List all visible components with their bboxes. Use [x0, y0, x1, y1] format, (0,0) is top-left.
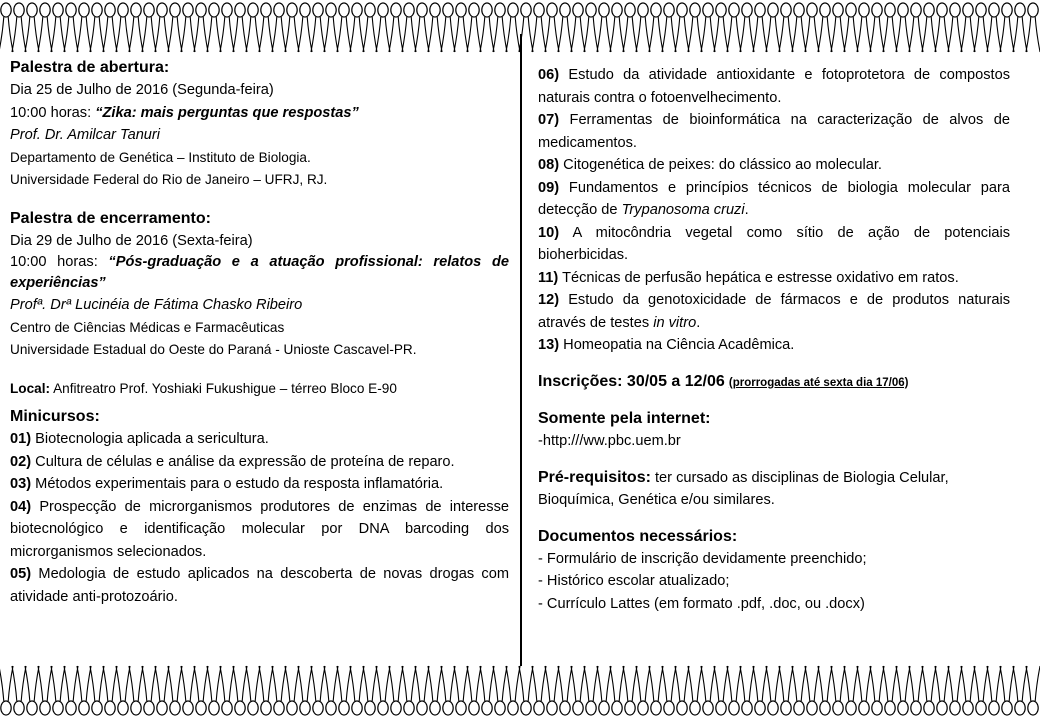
lipid-molecule — [155, 666, 169, 715]
lipid-molecule — [1013, 666, 1027, 715]
closing-date: Dia 29 de Julho de 2016 (Sexta-feira) — [10, 232, 253, 249]
lipid-molecule — [428, 666, 442, 715]
lipid-molecule — [129, 3, 143, 52]
right-column — [538, 64, 1010, 615]
column-divider — [520, 34, 522, 666]
list-item: - Formulário de inscrição devidamente preenchido; — [538, 550, 867, 567]
lipid-molecule — [233, 666, 247, 715]
lipid-molecule — [233, 3, 247, 52]
lipid-molecule — [597, 666, 611, 715]
item-italic: Trypanosoma cruzi — [621, 202, 745, 218]
prerequisites-label: Pré-requisitos: — [538, 468, 651, 486]
lipid-molecule — [493, 3, 507, 52]
list-item — [538, 222, 1010, 267]
lipid-molecule — [77, 3, 91, 52]
closing-time: 10:00 horas: — [10, 254, 98, 270]
list-item: - Histórico escolar atualizado; — [538, 573, 730, 589]
lipid-molecule — [1000, 666, 1014, 715]
list-item — [10, 428, 509, 451]
lipid-molecule — [532, 666, 546, 715]
item-number: 04) — [10, 498, 32, 515]
lipid-molecule — [974, 666, 988, 715]
item-text: Prospecção de microrganismos produtores de enzimas de interesse biotecnológico e identificação molecular por DNA barcoding dos microrganismos selecionados. — [10, 498, 509, 560]
lipid-molecule — [766, 3, 780, 52]
item-number: 03) — [10, 476, 32, 492]
lipid-molecule — [311, 3, 325, 52]
lipid-molecule — [701, 3, 715, 52]
lipid-molecule — [77, 666, 91, 715]
lipid-molecule — [298, 666, 312, 715]
lipid-molecule — [506, 666, 520, 715]
lipid-molecule — [51, 666, 65, 715]
lipid-molecule — [389, 666, 403, 715]
closing-title: “Pós-graduação e a atuação profissional: relatos de experiências” — [10, 254, 509, 291]
lipid-molecule — [415, 3, 429, 52]
lipid-molecule — [181, 666, 195, 715]
lipid-molecule — [584, 666, 598, 715]
list-item — [538, 109, 1010, 154]
opening-speaker: Prof. Dr. Amilcar Tanuri — [10, 127, 161, 143]
closing-center: Centro de Ciências Médicas e Farmacêuticas — [10, 319, 285, 335]
registration-line — [538, 371, 1010, 395]
lipid-molecule — [727, 3, 741, 52]
lipid-molecule — [441, 666, 455, 715]
lipid-molecule — [649, 666, 663, 715]
lipid-molecule — [155, 3, 169, 52]
lipid-molecule — [1013, 3, 1027, 52]
item-text: Biotecnologia aplicada a sericultura. — [35, 431, 269, 447]
lipid-molecule — [1026, 3, 1040, 52]
list-item — [538, 154, 1010, 177]
lipid-molecule — [116, 666, 130, 715]
lipid-molecule — [688, 3, 702, 52]
lipid-molecule — [766, 666, 780, 715]
lipid-molecule — [64, 666, 78, 715]
lipid-molecule — [441, 3, 455, 52]
item-text: Estudo da genotoxicidade de fármacos e de produtos naturais através de testes — [538, 292, 1011, 331]
item-number: 13) — [538, 337, 560, 353]
list-item — [10, 496, 509, 564]
lipid-molecule — [38, 3, 52, 52]
lipid-molecule — [584, 3, 598, 52]
lipid-molecule — [116, 3, 130, 52]
opening-time: 10:00 horas: — [10, 104, 92, 121]
closing-lecture — [10, 208, 509, 362]
item-number: 06) — [538, 67, 560, 83]
lipid-molecule — [935, 666, 949, 715]
lipid-molecule — [610, 3, 624, 52]
lipid-molecule — [818, 666, 832, 715]
item-tail: . — [696, 314, 701, 331]
lipid-molecule — [259, 666, 273, 715]
lipid-molecule — [909, 666, 923, 715]
lipid-molecule — [753, 666, 767, 715]
list-item — [538, 334, 1010, 357]
registration-url: -http:///ww.pbc.uem.br — [538, 433, 681, 449]
lipid-molecule — [597, 3, 611, 52]
lipid-molecule — [402, 666, 416, 715]
lipid-molecule — [90, 666, 104, 715]
lipid-molecule — [337, 3, 351, 52]
lipid-molecule — [0, 666, 13, 715]
lipid-molecule — [831, 3, 845, 52]
lipid-molecule — [454, 3, 468, 52]
lipid-molecule — [883, 666, 897, 715]
opening-department: Departamento de Genética – Instituto de Biologia. — [10, 149, 311, 165]
minicourse-list-right — [538, 64, 1010, 357]
internet-heading: Somente pela internet: — [538, 410, 711, 427]
lipid-molecule — [870, 3, 884, 52]
lipid-molecule — [727, 666, 741, 715]
lipid-molecule — [909, 3, 923, 52]
lipid-molecule — [623, 666, 637, 715]
lipid-molecule — [935, 3, 949, 52]
opening-time-line — [10, 102, 509, 125]
lipid-molecule — [805, 666, 819, 715]
lipid-molecule — [51, 3, 65, 52]
lipid-molecule — [571, 3, 585, 52]
list-item — [10, 473, 509, 496]
lipid-molecule — [259, 3, 273, 52]
lipid-molecule — [753, 3, 767, 52]
lipid-molecule — [519, 666, 533, 715]
lipid-molecule — [25, 666, 39, 715]
lipid-molecule — [389, 3, 403, 52]
lipid-molecule — [558, 666, 572, 715]
lipid-molecule — [662, 666, 676, 715]
list-item — [538, 177, 1010, 222]
lipid-molecule — [896, 666, 910, 715]
lipid-molecule — [480, 666, 494, 715]
lipid-molecule — [467, 3, 481, 52]
minicourse-list-left — [10, 428, 509, 608]
lipid-molecule — [623, 3, 637, 52]
lipid-molecule — [506, 3, 520, 52]
lipid-molecule — [298, 3, 312, 52]
lipid-molecule — [844, 666, 858, 715]
lipid-molecule — [142, 3, 156, 52]
lipid-molecule — [844, 3, 858, 52]
lipid-molecule — [571, 666, 585, 715]
lipid-molecule — [701, 666, 715, 715]
item-number: 12) — [538, 292, 560, 308]
lipid-molecule — [779, 3, 793, 52]
closing-time-line — [10, 252, 509, 294]
minicourses-heading: Minicursos: — [10, 408, 100, 425]
lipid-molecule — [974, 3, 988, 52]
lipid-molecule — [792, 3, 806, 52]
lipid-molecule — [350, 3, 364, 52]
lipid-molecule — [129, 666, 143, 715]
lipid-molecule — [363, 3, 377, 52]
closing-university: Universidade Estadual do Oeste do Paraná - Unioste Cascavel-PR. — [10, 342, 417, 357]
item-text: Cultura de células e análise da expressão de proteína de reparo. — [35, 453, 455, 470]
lipid-molecule — [220, 666, 234, 715]
list-item — [10, 451, 509, 474]
item-number: 10) — [538, 224, 560, 241]
lipid-molecule — [857, 666, 871, 715]
membrane-bilayer-icon — [0, 662, 1040, 718]
lipid-molecule — [428, 3, 442, 52]
lipid-molecule — [168, 666, 182, 715]
lipid-molecule — [38, 666, 52, 715]
lipid-molecule — [831, 666, 845, 715]
lipid-molecule — [454, 666, 468, 715]
lipid-molecule — [12, 666, 26, 715]
lipid-molecule — [324, 3, 338, 52]
list-item: - Currículo Lattes (em formato .pdf, .doc, ou .docx) — [538, 595, 865, 612]
lipid-molecule — [558, 3, 572, 52]
lipid-molecule — [415, 666, 429, 715]
lipid-molecule — [64, 3, 78, 52]
list-item — [10, 563, 509, 608]
lipid-molecule — [12, 3, 26, 52]
lipid-molecule — [246, 3, 260, 52]
lipid-molecule — [311, 666, 325, 715]
lipid-molecule — [532, 3, 546, 52]
item-number: 08) — [538, 157, 560, 173]
list-item — [538, 64, 1010, 109]
venue-value: Anfitreatro Prof. Yoshiaki Fukushigue – térreo Bloco E-90 — [53, 380, 397, 396]
lipid-molecule — [402, 3, 416, 52]
item-text: Estudo da atividade antioxidante e fotoprotetora de compostos naturais contra o fotoenvelhecimento. — [538, 67, 1010, 106]
opening-title: “Zika: mais perguntas que respostas” — [95, 104, 359, 121]
lipid-molecule — [636, 666, 650, 715]
lipid-molecule — [103, 3, 117, 52]
lipid-molecule — [636, 3, 650, 52]
item-text: Homeopatia na Ciência Acadêmica. — [563, 337, 795, 353]
item-number: 01) — [10, 431, 32, 447]
lipid-molecule — [675, 3, 689, 52]
lipid-molecule — [207, 3, 221, 52]
lipid-molecule — [285, 666, 299, 715]
lipid-molecule — [0, 3, 13, 52]
lipid-molecule — [25, 3, 39, 52]
lipid-molecule — [688, 666, 702, 715]
prerequisites — [538, 467, 1010, 512]
item-number: 02) — [10, 453, 32, 470]
opening-heading: Palestra de abertura: — [10, 59, 170, 76]
lipid-molecule — [740, 3, 754, 52]
opening-lecture — [10, 57, 509, 192]
item-number: 11) — [538, 269, 559, 286]
lipid-molecule — [818, 3, 832, 52]
lipid-molecule — [714, 666, 728, 715]
lipid-molecule — [779, 666, 793, 715]
lipid-molecule — [792, 666, 806, 715]
lipid-molecule — [545, 666, 559, 715]
lipid-molecule — [662, 3, 676, 52]
lipid-molecule — [1000, 3, 1014, 52]
lipid-molecule — [324, 666, 338, 715]
lipid-molecule — [714, 3, 728, 52]
lipid-molecule — [207, 666, 221, 715]
item-number: 09) — [538, 179, 560, 196]
documents-heading: Documentos necessários: — [538, 527, 738, 545]
lipid-molecule — [896, 3, 910, 52]
lipid-molecule — [103, 666, 117, 715]
list-item — [538, 267, 1010, 290]
closing-heading: Palestra de encerramento: — [10, 209, 211, 227]
registration-extension: (prorrogadas até sexta dia 17/06) — [728, 376, 909, 389]
lipid-molecule — [987, 666, 1001, 715]
lipid-molecule — [610, 666, 624, 715]
prerequisites-text: ter cursado as disciplinas de Biologia Celular, Bioquímica, Genética e/ou similares. — [538, 469, 949, 508]
lipid-molecule — [870, 666, 884, 715]
item-italic: in vitro — [653, 314, 697, 331]
lipid-molecule — [350, 666, 364, 715]
list-item — [538, 289, 1010, 334]
bottom-membrane-border — [0, 662, 1040, 718]
lipid-molecule — [649, 3, 663, 52]
lipid-molecule — [168, 3, 182, 52]
lipid-molecule — [480, 3, 494, 52]
item-text: Técnicas de perfusão hepática e estresse oxidativo em ratos. — [562, 269, 959, 286]
lipid-molecule — [675, 666, 689, 715]
lipid-molecule — [948, 666, 962, 715]
lipid-molecule — [545, 3, 559, 52]
lipid-molecule — [1026, 666, 1040, 715]
lipid-molecule — [363, 666, 377, 715]
lipid-molecule — [740, 666, 754, 715]
lipid-molecule — [883, 3, 897, 52]
item-number: 07) — [538, 112, 560, 128]
lipid-molecule — [181, 3, 195, 52]
lipid-molecule — [961, 666, 975, 715]
lipid-molecule — [220, 3, 234, 52]
item-tail: . — [744, 202, 749, 218]
lipid-molecule — [857, 3, 871, 52]
item-text: A mitocôndria vegetal como sítio de ação de potenciais bioherbicidas. — [538, 224, 1010, 263]
item-text: Métodos experimentais para o estudo da resposta inflamatória. — [35, 476, 444, 492]
lipid-molecule — [961, 3, 975, 52]
left-column — [10, 57, 509, 608]
lipid-molecule — [337, 666, 351, 715]
item-text: Ferramentas de bioinformática na caracterização de alvos de medicamentos. — [538, 112, 1010, 151]
lipid-molecule — [922, 666, 936, 715]
lipid-molecule — [246, 666, 260, 715]
lipid-molecule — [467, 666, 481, 715]
lipid-molecule — [194, 3, 208, 52]
item-text: Medologia de estudo aplicados na descoberta de novas drogas com atividade anti-protozoário. — [10, 566, 509, 605]
opening-date: Dia 25 de Julho de 2016 (Segunda-feira) — [10, 82, 274, 98]
item-text: Citogenética de peixes: do clássico ao molecular. — [563, 157, 882, 173]
lipid-molecule — [376, 3, 390, 52]
lipid-molecule — [285, 3, 299, 52]
lipid-molecule — [805, 3, 819, 52]
opening-university: Universidade Federal do Rio de Janeiro – UFRJ, RJ. — [10, 172, 328, 187]
lipid-molecule — [194, 666, 208, 715]
lipid-molecule — [272, 3, 286, 52]
item-text: Fundamentos e princípios técnicos de biologia molecular para detecção de — [538, 179, 1010, 218]
venue-label: Local: — [10, 380, 51, 396]
lipid-molecule — [90, 3, 104, 52]
item-number: 05) — [10, 566, 32, 582]
closing-speaker: Profª. Drª Lucinéia de Fátima Chasko Ribeiro — [10, 297, 303, 313]
lipid-molecule — [987, 3, 1001, 52]
registration-dates: Inscrições: 30/05 a 12/06 — [538, 372, 725, 390]
lipid-molecule — [922, 3, 936, 52]
lipid-molecule — [493, 666, 507, 715]
lipid-molecule — [142, 666, 156, 715]
lipid-molecule — [376, 666, 390, 715]
lipid-molecule — [272, 666, 286, 715]
lipid-molecule — [948, 3, 962, 52]
venue-line — [10, 378, 509, 401]
